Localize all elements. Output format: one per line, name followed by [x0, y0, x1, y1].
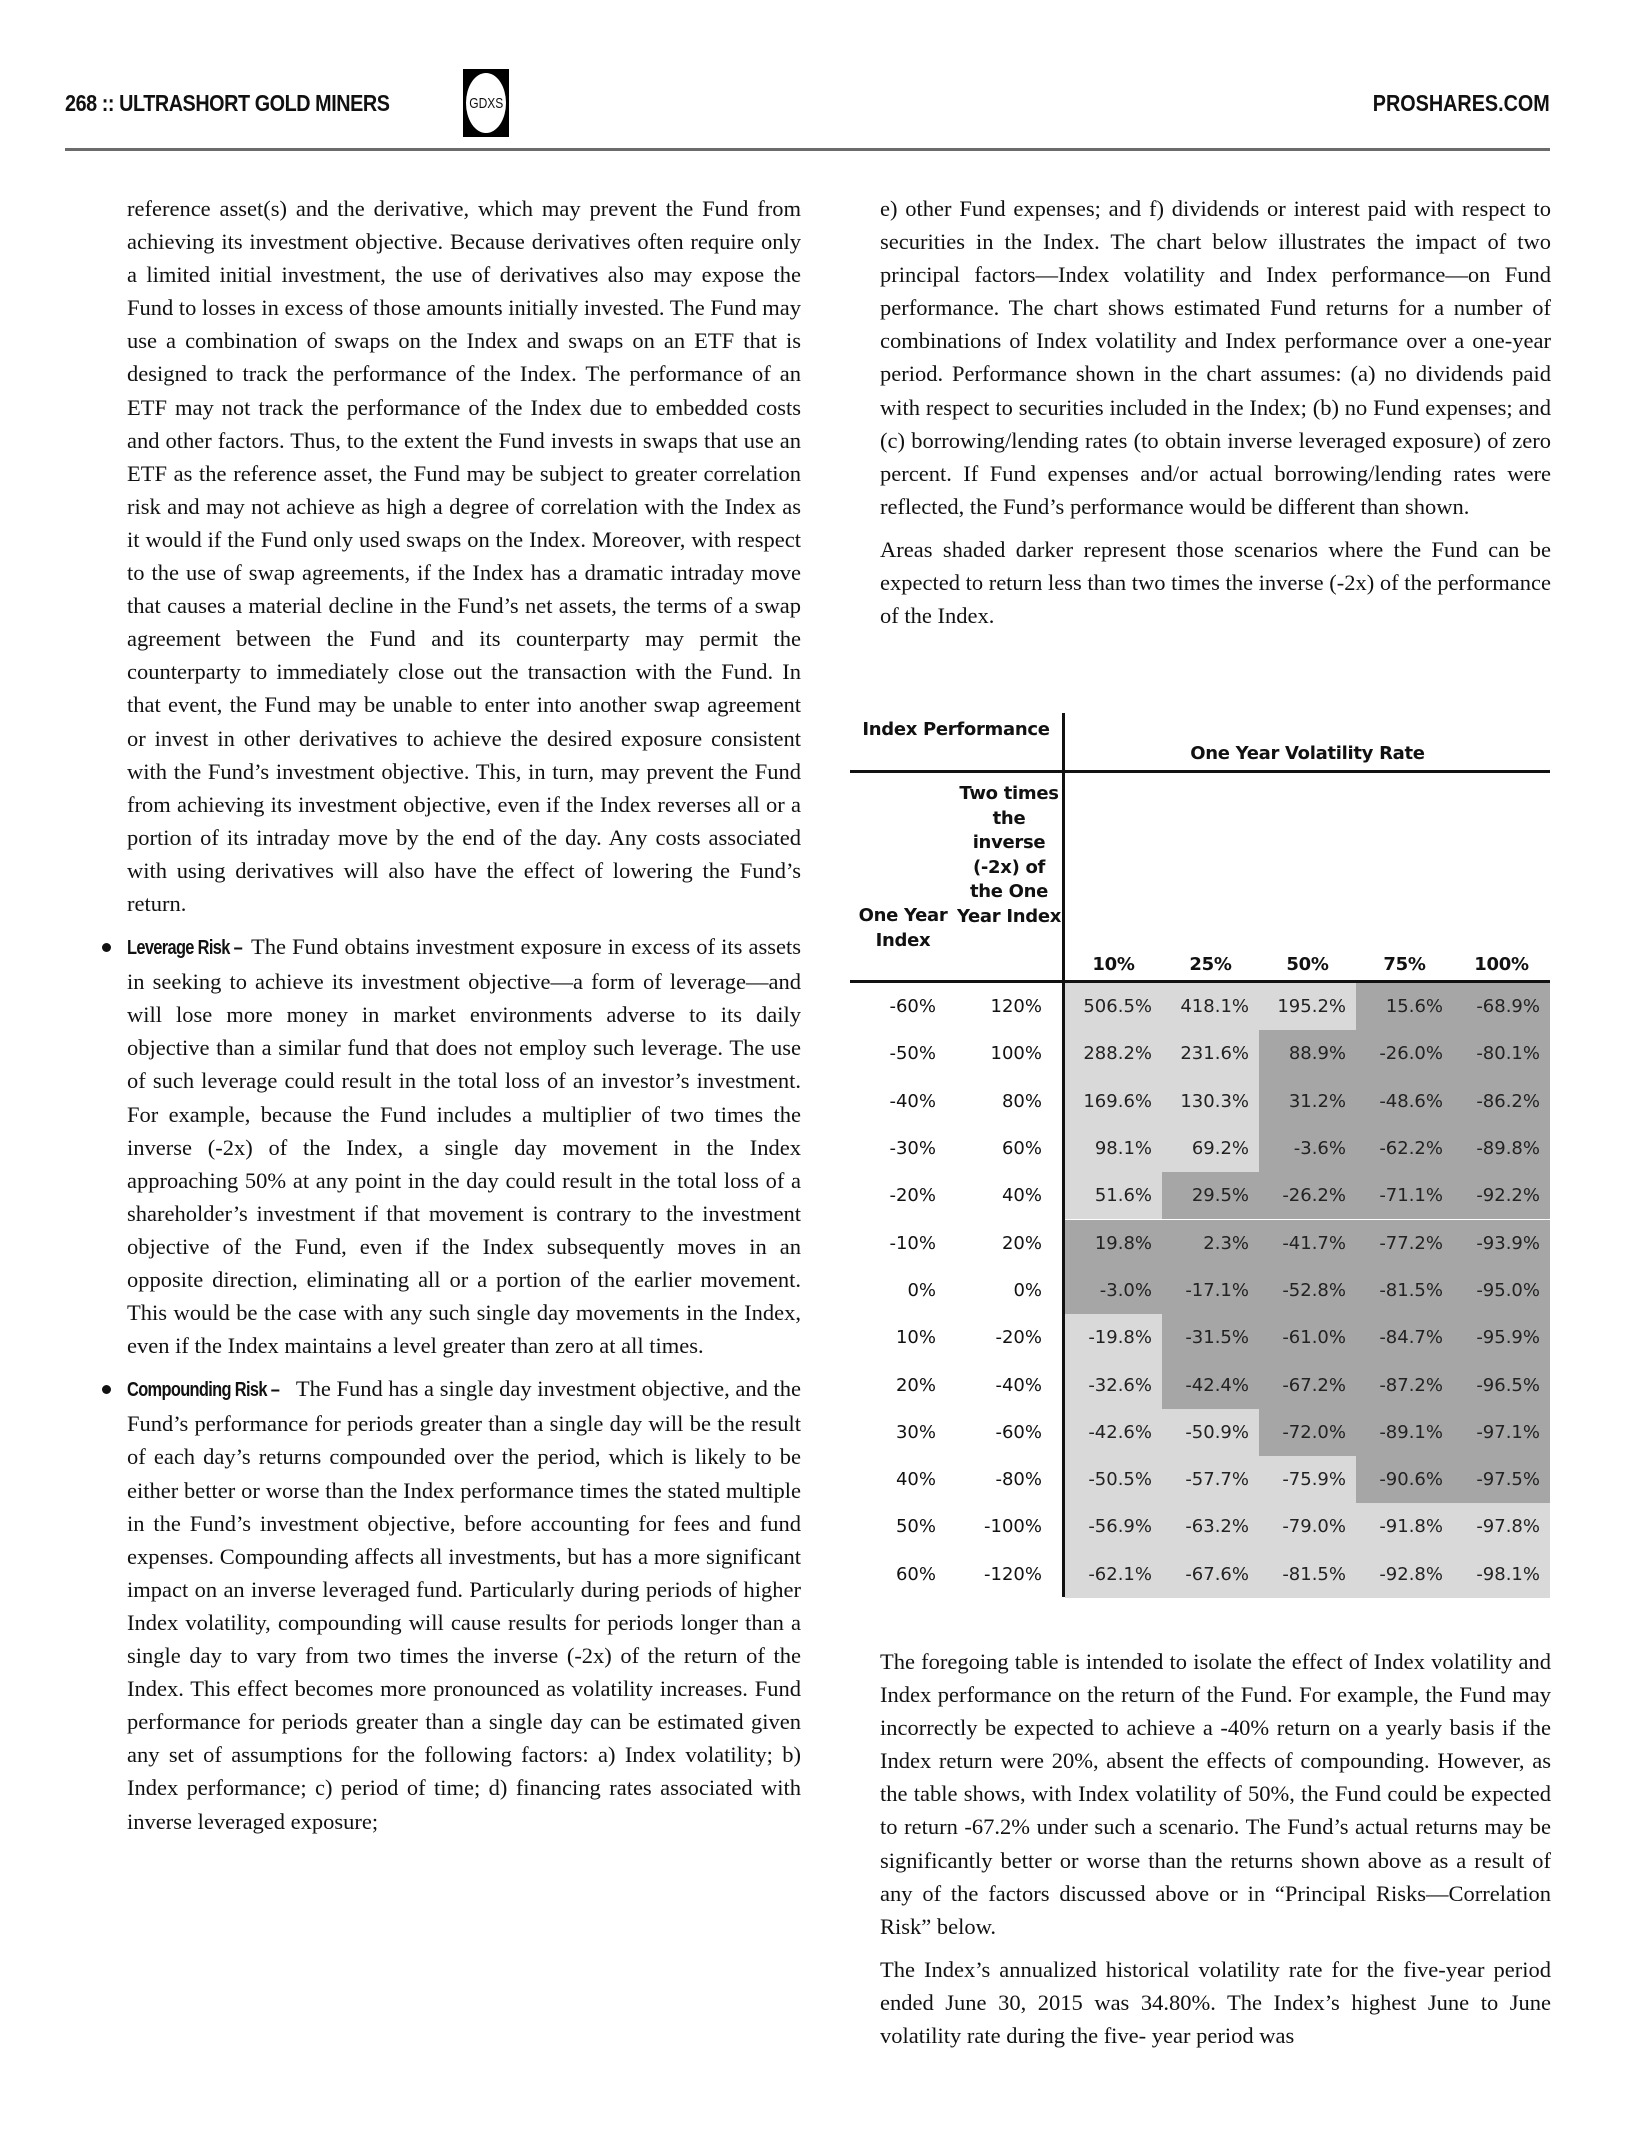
cell-fund-return: 2.3%: [1162, 1220, 1259, 1267]
cell-fund-return: -62.1%: [1065, 1551, 1162, 1598]
cell-fund-return: -61.0%: [1259, 1314, 1356, 1361]
cell-fund-return: 231.6%: [1162, 1030, 1259, 1077]
bullet-icon: [102, 943, 111, 952]
cell-two-times-inverse: 120%: [990, 996, 1042, 1018]
cell-two-times-inverse: 0%: [1013, 1279, 1042, 1301]
header-vol-10: 10%: [1092, 954, 1135, 975]
bullet-title: Compounding Risk –: [127, 1379, 280, 1402]
cell-two-times-inverse: 100%: [990, 1043, 1042, 1065]
cell-fund-return: -87.2%: [1356, 1361, 1453, 1408]
cell-fund-return: -56.9%: [1065, 1503, 1162, 1550]
right-column-lower: [880, 1645, 1551, 2062]
cell-fund-return: 288.2%: [1065, 1030, 1162, 1077]
cell-fund-return: 506.5%: [1065, 983, 1162, 1030]
cell-fund-return: 15.6%: [1356, 983, 1453, 1030]
cell-fund-return: 31.2%: [1259, 1078, 1356, 1125]
paragraph-chart-intro: e) other Fund expenses; and f) dividends or interest paid with respect to securities in the Index. The chart below illustrates the impact of two principal factors—Index volatility and Index performance—on Fund performance. The chart shows estimated Fund returns for a number of combinations of Index volatility and Index performance over a one-year period. Performance shown in the chart assumes: (a) no dividends paid with respect to securities included in the Index; (b) no Fund expenses; and (c) borrowing/lending rates (to obtain inverse leveraged exposure) of zero percent. If Fund expenses and/or actual borrowing/lending rates were reflected, the Fund’s performance would be different than shown.: [880, 196, 1551, 519]
table-row: [850, 1125, 1550, 1172]
header-volatility-rate: One Year Volatility Rate: [1190, 743, 1425, 764]
cell-one-year-index: -10%: [889, 1232, 936, 1254]
ticker-badge: [463, 69, 509, 137]
cell-two-times-inverse: 80%: [1001, 1090, 1042, 1112]
table-row: [850, 1456, 1550, 1503]
paragraph-derivatives: reference asset(s) and the derivative, which may prevent the Fund from achieving its investment objective. Because derivatives often require only a limited initial investment, the use of derivatives also may expose the Fund to losses in excess of those amounts initially invested. The Fund may use a combination of swaps on the Index and swaps on an ETF that is designed to track the performance of the Index. The performance of an ETF may not track the performance of the Index due to embedded costs and other factors. Thus, to the extent the Fund invests in swaps that use an ETF as the reference asset, the Fund may be subject to greater correlation risk and may not achieve as high a degree of correlation with the Index as it would if the Fund only used swaps on the Index. Moreover, with respect to the use of swap agreements, if the Index has a dramatic intraday move that causes a material decline in the Fund’s net assets, the terms of a swap agreement between the Fund and its counterparty may permit the counterparty to immediately close out the transaction with the Fund. In that event, the Fund may be unable to enter into another swap agreement or invest in other derivatives to achieve the desired exposure consistent with the Fund’s investment objective. This, in turn, may prevent the Fund from achieving its investment objective, even if the Index reverses all or a portion of its intraday move by the end of the day. Any costs associated with using derivatives will also have the effect of lowering the Fund’s return.: [127, 196, 801, 916]
cell-fund-return: -48.6%: [1356, 1078, 1453, 1125]
cell-fund-return: -50.9%: [1162, 1409, 1259, 1456]
cell-fund-return: 88.9%: [1259, 1030, 1356, 1077]
cell-fund-return: 29.5%: [1162, 1172, 1259, 1219]
table-row: [850, 1220, 1550, 1267]
cell-fund-return: -67.2%: [1259, 1361, 1356, 1408]
cell-one-year-index: -50%: [889, 1043, 936, 1065]
cell-fund-return: -26.0%: [1356, 1030, 1453, 1077]
cell-fund-return: -77.2%: [1356, 1220, 1453, 1267]
cell-one-year-index: -60%: [889, 996, 936, 1018]
header-two-times-inverse: Two times the inverse (-2x) of the One Year Index: [956, 783, 1062, 927]
table-row: [850, 1551, 1550, 1598]
cell-fund-return: -3.0%: [1065, 1267, 1162, 1314]
cell-two-times-inverse: -20%: [995, 1327, 1042, 1349]
paragraph-historical-volatility: The Index’s annualized historical volatility rate for the five-year period ended June 30, 2015 was 34.80%. The Index’s highest June to June volatility rate during the five- year period was: [880, 1956, 1551, 2049]
cell-fund-return: -95.0%: [1453, 1267, 1550, 1314]
cell-one-year-index: -30%: [889, 1138, 936, 1160]
cell-fund-return: 51.6%: [1065, 1172, 1162, 1219]
cell-fund-return: -86.2%: [1453, 1078, 1550, 1125]
cell-one-year-index: 20%: [895, 1374, 936, 1396]
cell-fund-return: -97.8%: [1453, 1503, 1550, 1550]
cell-one-year-index: 40%: [895, 1469, 936, 1491]
cell-fund-return: -96.5%: [1453, 1361, 1550, 1408]
cell-fund-return: 69.2%: [1162, 1125, 1259, 1172]
table-row: [850, 1409, 1550, 1456]
cell-fund-return: -42.6%: [1065, 1409, 1162, 1456]
header-vol-75: 75%: [1383, 954, 1426, 975]
cell-fund-return: 98.1%: [1065, 1125, 1162, 1172]
header-vol-100: 100%: [1474, 954, 1529, 975]
cell-fund-return: -98.1%: [1453, 1551, 1550, 1598]
cell-two-times-inverse: -100%: [984, 1516, 1042, 1538]
cell-fund-return: -90.6%: [1356, 1456, 1453, 1503]
cell-one-year-index: 50%: [895, 1516, 936, 1538]
cell-fund-return: -17.1%: [1162, 1267, 1259, 1314]
header-vol-25: 25%: [1189, 954, 1232, 975]
cell-one-year-index: -40%: [889, 1090, 936, 1112]
cell-one-year-index: 10%: [895, 1327, 936, 1349]
cell-one-year-index: 60%: [895, 1563, 936, 1585]
site-name: PROSHARES.COM: [1373, 90, 1550, 116]
cell-fund-return: -84.7%: [1356, 1314, 1453, 1361]
cell-fund-return: -67.6%: [1162, 1551, 1259, 1598]
left-column: [127, 192, 801, 1848]
table-row: [850, 1267, 1550, 1314]
bullet-leverage-risk: [127, 930, 801, 1362]
bullet-icon: [102, 1385, 111, 1394]
cell-fund-return: 19.8%: [1065, 1220, 1162, 1267]
cell-fund-return: -31.5%: [1162, 1314, 1259, 1361]
cell-fund-return: -71.1%: [1356, 1172, 1453, 1219]
cell-fund-return: -57.7%: [1162, 1456, 1259, 1503]
cell-fund-return: -63.2%: [1162, 1503, 1259, 1550]
header-index-performance: Index Performance: [862, 719, 1050, 740]
cell-fund-return: -81.5%: [1356, 1267, 1453, 1314]
cell-fund-return: -95.9%: [1453, 1314, 1550, 1361]
cell-fund-return: -32.6%: [1065, 1361, 1162, 1408]
cell-two-times-inverse: -40%: [995, 1374, 1042, 1396]
cell-fund-return: 169.6%: [1065, 1078, 1162, 1125]
paragraph-table-explanation: The foregoing table is intended to isolate the effect of Index volatility and Index performance on the return of the Fund. For example, the Fund may incorrectly be expected to achieve a -40% return on a yearly basis if the Index return were 20%, absent the effects of compounding. However, as the table shows, with Index volatility of 50%, the Fund could be expected to return -67.2% under such a scenario. The Fund’s actual returns may be significantly better or worse than the returns shown above as a result of any of the factors discussed above or in “Principal Risks—Correlation Risk” below.: [880, 1649, 1551, 1939]
header-divider: [65, 148, 1550, 151]
cell-two-times-inverse: -60%: [995, 1421, 1042, 1443]
cell-fund-return: -26.2%: [1259, 1172, 1356, 1219]
table-row: [850, 1078, 1550, 1125]
cell-fund-return: 418.1%: [1162, 983, 1259, 1030]
ticker-badge-oval: [466, 73, 506, 133]
table-row: [850, 983, 1550, 1030]
cell-fund-return: -79.0%: [1259, 1503, 1356, 1550]
page-title: 268 :: ULTRASHORT GOLD MINERS: [65, 90, 390, 116]
cell-fund-return: -89.8%: [1453, 1125, 1550, 1172]
cell-fund-return: -42.4%: [1162, 1361, 1259, 1408]
bullet-text: The Fund obtains investment exposure in excess of its assets in seeking to achieve its investment objective—a form of leverage—and will lose more money in market environments adverse to its daily objective than a similar fund that does not employ such leverage. The use of such leverage could result in the total loss of an investor’s investment. For example, because the Fund includes a multiplier of two times the inverse (-2x) of the Index, a single day movement in the Index approaching 50% at any point in the day could result in the total loss of a shareholder’s investment if that movement is contrary to the investment objective of the Fund, even if the Index subsequently moves in an opposite direction, eliminating all or a portion of the earlier movement. This would be the case with any such single day movements in the Index, even if the Index maintains a level greater than zero at all times.: [127, 934, 801, 1359]
ticker-label: GDXS: [469, 94, 504, 112]
cell-fund-return: -92.2%: [1453, 1172, 1550, 1219]
header-vol-50: 50%: [1286, 954, 1329, 975]
table-row: [850, 1172, 1550, 1219]
cell-two-times-inverse: 20%: [1001, 1232, 1042, 1254]
cell-one-year-index: -20%: [889, 1185, 936, 1207]
cell-fund-return: -62.2%: [1356, 1125, 1453, 1172]
cell-fund-return: -50.5%: [1065, 1456, 1162, 1503]
cell-fund-return: -52.8%: [1259, 1267, 1356, 1314]
cell-fund-return: -91.8%: [1356, 1503, 1453, 1550]
cell-fund-return: -89.1%: [1356, 1409, 1453, 1456]
cell-fund-return: -97.5%: [1453, 1456, 1550, 1503]
cell-two-times-inverse: 40%: [1001, 1185, 1042, 1207]
bullet-title: Leverage Risk –: [127, 937, 243, 960]
table-row: [850, 1314, 1550, 1361]
bullet-text: The Fund has a single day investment objective, and the Fund’s performance for periods greater than a single day will be the result of each day’s returns compounded over the period, which is likely to be either better or worse than the Index performance times the stated multiple in the Fund’s investment objective, before accounting for fees and fund expenses. Compounding affects all investments, but has a more significant impact on an inverse leveraged fund. Particularly during periods of higher Index volatility, compounding will cause results for periods longer than a single day to vary from two times the inverse (-2x) of the return of the Index. This effect becomes more pronounced as volatility increases. Fund performance for periods greater than a single day can be estimated given any set of assumptions for the following factors: a) Index volatility; b) Index performance; c) period of time; d) financing rates associated with inverse leveraged exposure;: [127, 1376, 801, 1834]
cell-two-times-inverse: -120%: [984, 1563, 1042, 1585]
cell-fund-return: -72.0%: [1259, 1409, 1356, 1456]
cell-fund-return: -80.1%: [1453, 1030, 1550, 1077]
cell-fund-return: -19.8%: [1065, 1314, 1162, 1361]
bullet-compounding-risk: [127, 1372, 801, 1837]
right-column: [880, 192, 1551, 642]
table-row: [850, 1030, 1550, 1077]
header-one-year-index: One Year Index: [858, 905, 948, 951]
table-row: [850, 1503, 1550, 1550]
cell-fund-return: -75.9%: [1259, 1456, 1356, 1503]
cell-fund-return: -3.6%: [1259, 1125, 1356, 1172]
cell-two-times-inverse: 60%: [1001, 1138, 1042, 1160]
table-row: [850, 1361, 1550, 1408]
cell-fund-return: -97.1%: [1453, 1409, 1550, 1456]
cell-one-year-index: 0%: [907, 1279, 936, 1301]
cell-two-times-inverse: -80%: [995, 1469, 1042, 1491]
table-rule-top: [850, 770, 1550, 773]
cell-fund-return: -68.9%: [1453, 983, 1550, 1030]
cell-fund-return: -93.9%: [1453, 1220, 1550, 1267]
cell-fund-return: -92.8%: [1356, 1551, 1453, 1598]
cell-fund-return: 130.3%: [1162, 1078, 1259, 1125]
cell-fund-return: 195.2%: [1259, 983, 1356, 1030]
cell-fund-return: -41.7%: [1259, 1220, 1356, 1267]
paragraph-shading-note: Areas shaded darker represent those scenarios where the Fund can be expected to return less than two times the inverse (-2x) of the performance of the Index.: [880, 536, 1552, 629]
cell-one-year-index: 30%: [895, 1421, 936, 1443]
cell-fund-return: -81.5%: [1259, 1551, 1356, 1598]
